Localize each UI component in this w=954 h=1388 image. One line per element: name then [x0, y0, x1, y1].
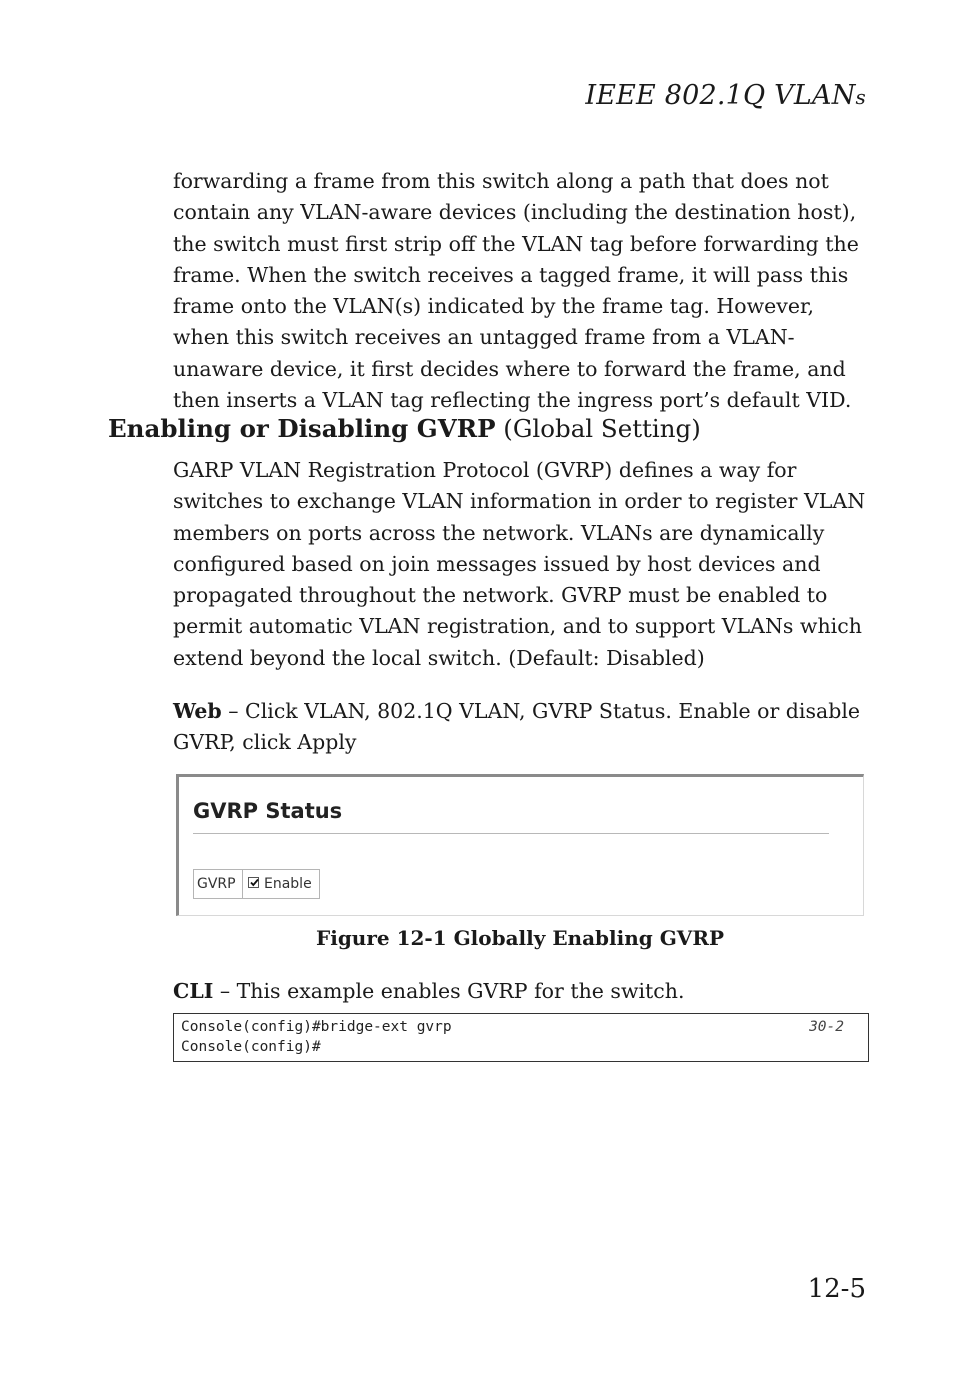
gvrp-enable-label: Enable — [264, 876, 312, 892]
cli-instruction — [173, 976, 873, 1007]
gvrp-panel-title: GVRP Status — [193, 799, 343, 823]
cli-text: – This example enables GVRP for the switch. — [213, 979, 685, 1003]
cli-label: CLI — [173, 979, 214, 1003]
web-label: Web — [173, 699, 222, 723]
running-header-main: IEEE 802.1Q VLAN — [585, 80, 856, 111]
gvrp-row-label: GVRP — [194, 870, 243, 898]
section-heading-bold: Enabling or Disabling GVRP — [108, 414, 496, 443]
intro-paragraph: forwarding a frame from this switch along a path that does not contain any VLAN-aware devices (including the destination host), the switch must first strip off the VLAN tag before forwarding the frame. When the switch receives a tagged frame, it will pass this frame onto the VLAN(s) indicated by the frame tag. However, when this switch receives an untagged frame from a VLAN-unaware device, it first decides where to forward the frame, and then inserts a VLAN tag reflecting the ingress port’s default VID. — [173, 169, 859, 413]
section-heading — [108, 414, 701, 443]
code-line: Console(config)#bridge-ext gvrp — [181, 1019, 452, 1035]
checkmark-icon — [249, 877, 260, 888]
running-header — [585, 80, 866, 111]
gvrp-enable-control[interactable] — [243, 870, 319, 898]
gvrp-status-figure — [176, 774, 864, 916]
section-heading-rest: (Global Setting) — [495, 414, 701, 443]
running-header-suffix: s — [855, 85, 866, 109]
gvrp-settings-row — [193, 869, 320, 899]
gvrp-title-divider — [193, 833, 829, 835]
section-body: GARP VLAN Registration Protocol (GVRP) defines a way for switches to exchange VLAN information in order to register VLAN members on ports across the network. VLANs are dynamically configured based on join messages issued by host devices and propagated throughout the network. GVRP must be enabled to permit automatic VLAN registration, and to support VLANs which extend beyond the local switch. (Default: Disabled) — [173, 458, 866, 670]
web-text: – Click VLAN, 802.1Q VLAN, GVRP Status. Enable or disable GVRP, click Apply — [173, 699, 861, 755]
page-number: 12-5 — [807, 1274, 866, 1304]
code-reference: 30-2 — [809, 1019, 844, 1035]
gvrp-enable-checkbox[interactable] — [248, 877, 259, 888]
cli-code-block — [173, 1013, 869, 1062]
web-instruction — [173, 696, 873, 759]
code-line: Console(config)# — [181, 1039, 321, 1055]
figure-caption: Figure 12-1 Globally Enabling GVRP — [316, 926, 724, 950]
